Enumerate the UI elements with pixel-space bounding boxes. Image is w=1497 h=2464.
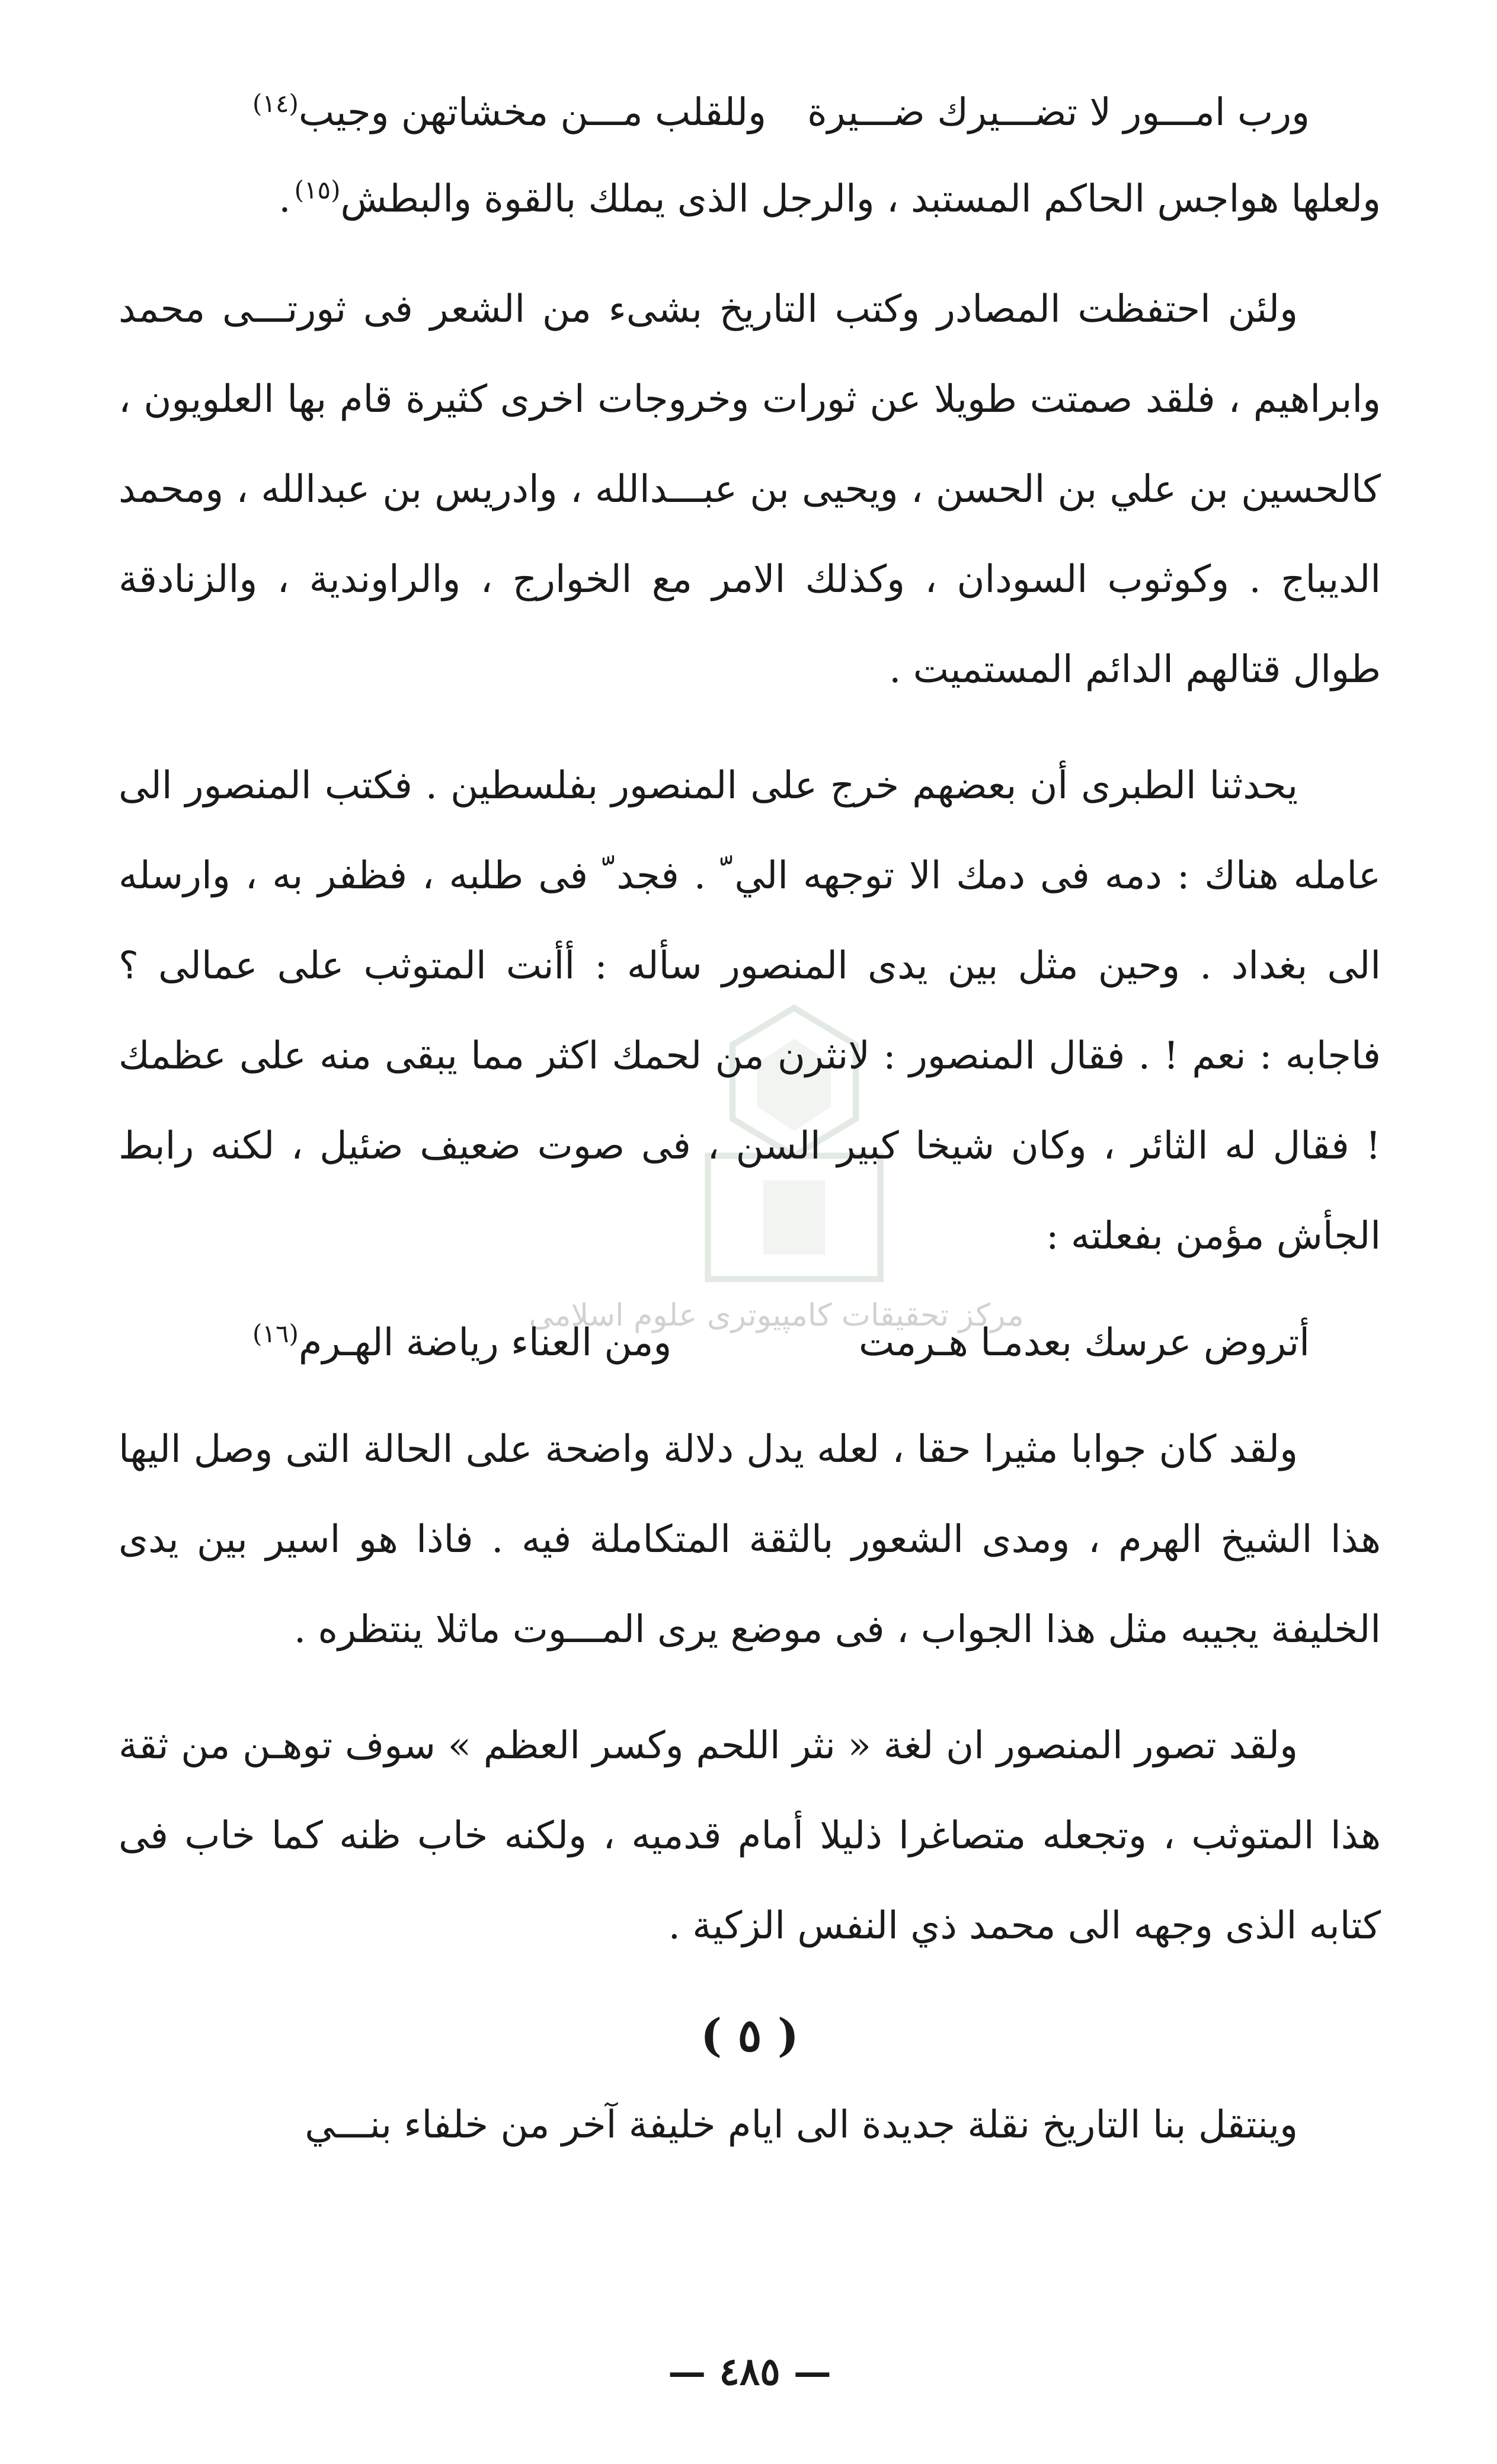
verse-1 [119, 71, 1381, 154]
footnote-ref-16: (١٦) [252, 1319, 299, 1348]
spacer [119, 715, 1381, 741]
verse-1-left-hemistich-wrap [249, 71, 766, 154]
page-number: — ٤٨٥ — [668, 2350, 831, 2394]
verse-2-left-hemistich-wrap [249, 1301, 671, 1384]
spacer [119, 1675, 1381, 1701]
verse-2 [119, 1301, 1381, 1384]
paragraph-5: وينتقل بنا التاريخ نقلة جديدة الى ايام خليفة آخر من خلفاء بنـــي [305, 2103, 1298, 2147]
paragraph-3: ولقد كان جوابا مثيرا حقا ، لعله يدل دلالة واضحة على الحالة التى وصل اليها هذا الشيخ الهرم ، ومدى الشعور بالثقة المتكاملة فيه . فاذا هو اسير بين يدى الخليفة يجيبه مثل هذا الجواب ، فى موضع يرى المـــوت ماثلا ينتظره . [119, 1428, 1381, 1652]
footnote-ref-15: (١٥) [294, 175, 341, 204]
watermark-text: مرکز تحقیقات کامپیوتری علوم اسلامی [529, 1298, 1024, 1333]
spacer [119, 1281, 1381, 1301]
verse-1-right-hemistich: ورب امـــور لا تضـــيرك ضـــيرة [807, 91, 1310, 135]
verse-2-right-hemistich: أتروض عرسك بعدمـا هـرمت [858, 1321, 1310, 1365]
spacer [119, 1971, 1381, 1991]
verse-2-left-hemistich: ومن العناء رياضة الهـرم [298, 1321, 672, 1365]
paragraph-4: ولقد تصور المنصور ان لغة « نثر اللحم وكسر العظم » سوف توهـن من ثقة هذا المتوثب ، وتجعله متصاغرا ذليلا أمام قدميه ، ولكنه خاب ظنه كما خاب فى كتابه الذى وجهه الى محمد ذي النفس الزكية . [119, 1724, 1381, 1948]
spacer [119, 1384, 1381, 1404]
paragraph-1: ولئن احتفظت المصادر وكتب التاريخ بشىء من الشعر فى ثورتـــى محمد وابراهيم ، فلقد صمتت طويلا عن ثورات وخروجات اخرى كثيرة قام بها العلويون ، كالحسين بن علي بن الحسن ، ويحيى بن عبـــدالله ، وادريس بن عبدالله ، ومحمد الديباج . وكوثوب السودان ، وكذلك الامر مع الخوارج ، والراوندية ، والزنادقة طوال قتالهم الدائم المستميت . [119, 287, 1381, 692]
footnote-ref-14: (١٤) [252, 88, 299, 118]
paragraph-0 [119, 154, 1381, 244]
verse-1-left-hemistich: وللقلب مـــن مخشاتهن وجيب [298, 91, 767, 135]
document-page [119, 71, 1381, 2406]
paragraph-0-tail: . [279, 177, 291, 221]
paragraph-2: يحدثنا الطبرى أن بعضهم خرج على المنصور بفلسطين . فكتب المنصور الى عامله هناك : دمه فى دمك الا توجهه الي ّ . فجد ّ فى طلبه ، فظفر به ، وارسله الى بغداد . وحين مثل بين يدى المنصور سأله : أأنت المتوثب على عمالى ؟ فاجابه : نعم ! . فقال المنصور : لانثرن من لحمك اكثر مما يبقى منه على عظمك ! فقال له الثائر ، وكان شيخا كبير السن ، فى صوت ضعيف ضئيل ، لكنه رابط الجأش مؤمن بفعلته : [119, 764, 1381, 1258]
paragraph-0-text: ولعلها هواجس الحاكم المستبد ، والرجل الذى يملك بالقوة والبطش [340, 177, 1381, 221]
spacer [119, 244, 1381, 264]
section-number: ( ٥ ) [700, 2009, 799, 2062]
